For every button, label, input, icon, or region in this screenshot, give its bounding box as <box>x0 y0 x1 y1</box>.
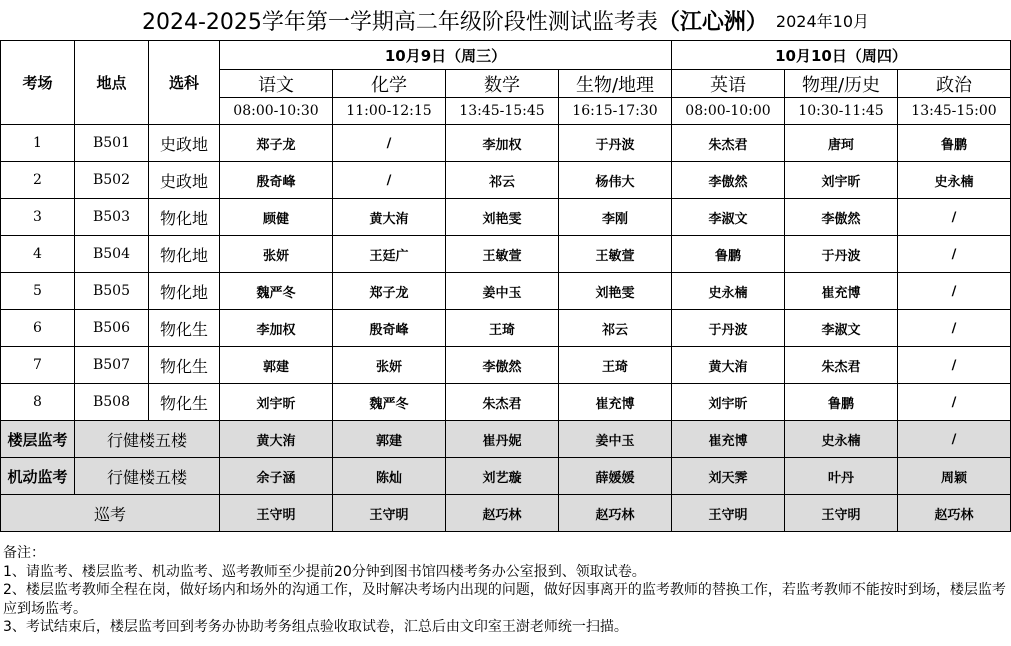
proctor-name: 殷奇峰 <box>333 310 446 347</box>
proctor-name: 魏严冬 <box>333 384 446 421</box>
header-location: 地点 <box>75 41 149 125</box>
proctor-name: 黄大洧 <box>220 421 333 458</box>
room-location: B504 <box>75 236 149 273</box>
proctor-name: 李淑文 <box>785 310 898 347</box>
subject-selection: 物化生 <box>149 347 220 384</box>
notes <box>3 544 1007 637</box>
proctor-name: 崔丹妮 <box>446 421 559 458</box>
header-day-2: 10月10日（周四） <box>672 41 1011 70</box>
proctor-name: 鲁鹏 <box>898 125 1011 162</box>
proctor-name: 刘天霁 <box>672 458 785 495</box>
table-row <box>1 199 1011 236</box>
proctor-name: 王琦 <box>446 310 559 347</box>
room-location: B507 <box>75 347 149 384</box>
proctor-name: 史永楠 <box>785 421 898 458</box>
header-subject: 语文 <box>220 70 333 98</box>
proctor-name: 崔充博 <box>785 273 898 310</box>
header-time: 08:00-10:30 <box>220 98 333 125</box>
proctor-name: 薛媛媛 <box>559 458 672 495</box>
room-location: B501 <box>75 125 149 162</box>
header-subject: 化学 <box>333 70 446 98</box>
patrol-name: 王守明 <box>333 495 446 532</box>
patrol-name: 赵巧林 <box>898 495 1011 532</box>
header-selection: 选科 <box>149 41 220 125</box>
proctor-name: 王琦 <box>559 347 672 384</box>
proctor-name: 刘宇昕 <box>785 162 898 199</box>
patrol-name: 王守明 <box>785 495 898 532</box>
proctor-name: 顾健 <box>220 199 333 236</box>
proctor-name: / <box>898 273 1011 310</box>
proctor-name: 姜中玉 <box>559 421 672 458</box>
patrol-name: 王守明 <box>672 495 785 532</box>
patrol-name: 王守明 <box>220 495 333 532</box>
table-row <box>1 273 1011 310</box>
mobile-proctor-row <box>1 458 1011 495</box>
proctor-name: 杨伟大 <box>559 162 672 199</box>
proctor-name: 祁云 <box>559 310 672 347</box>
proctor-name: 李刚 <box>559 199 672 236</box>
header-day-1: 10月9日（周三） <box>220 41 672 70</box>
subject-selection: 史政地 <box>149 162 220 199</box>
room-number: 5 <box>1 273 75 310</box>
proctor-name: / <box>898 310 1011 347</box>
room-number: 3 <box>1 199 75 236</box>
header-room: 考场 <box>1 41 75 125</box>
proctor-name: 唐珂 <box>785 125 898 162</box>
page-title <box>0 0 1011 40</box>
header-subject: 生物/地理 <box>559 70 672 98</box>
proctor-name: / <box>898 421 1011 458</box>
room-number: 1 <box>1 125 75 162</box>
proctor-name: / <box>333 162 446 199</box>
room-number: 6 <box>1 310 75 347</box>
proctor-name: 黄大洧 <box>672 347 785 384</box>
proctor-name: 鲁鹏 <box>672 236 785 273</box>
proctor-name: 朱杰君 <box>672 125 785 162</box>
mobile-label: 机动监考 <box>1 458 75 495</box>
table-row <box>1 125 1011 162</box>
table-row <box>1 384 1011 421</box>
header-time: 16:15-17:30 <box>559 98 672 125</box>
title-date: 2024年10月 <box>775 11 870 31</box>
proctor-name: 陈灿 <box>333 458 446 495</box>
patrol-label: 巡考 <box>1 495 220 532</box>
subject-selection: 物化地 <box>149 236 220 273</box>
proctor-name: 黄大洧 <box>333 199 446 236</box>
floor-label: 楼层监考 <box>1 421 75 458</box>
proctor-name: 张妍 <box>220 236 333 273</box>
note-item-1: 1、请监考、楼层监考、机动监考、巡考教师至少提前20分钟到图书馆四楼考务办公室报到、领取试卷。 <box>3 563 646 580</box>
note-item-3: 3、考试结束后，楼层监考回到考务办协助考务组点验收取试卷，汇总后由文印室王澍老师统一扫描。 <box>3 619 628 635</box>
proctor-name: 于丹波 <box>785 236 898 273</box>
room-number: 8 <box>1 384 75 421</box>
floor-location: 行健楼五楼 <box>75 421 220 458</box>
proctor-name: 李傲然 <box>446 347 559 384</box>
proctor-name: 余子涵 <box>220 458 333 495</box>
proctor-name: 郭建 <box>220 347 333 384</box>
patrol-name: 赵巧林 <box>446 495 559 532</box>
patrol-row <box>1 495 1011 532</box>
proctor-name: 李加权 <box>446 125 559 162</box>
proctor-name: 张妍 <box>333 347 446 384</box>
proctor-table <box>0 40 1011 532</box>
proctor-name: 王敏萱 <box>559 236 672 273</box>
proctor-name: 李加权 <box>220 310 333 347</box>
proctor-name: 崔充博 <box>672 421 785 458</box>
proctor-name: 史永楠 <box>898 162 1011 199</box>
proctor-name: 崔充博 <box>559 384 672 421</box>
header-time: 13:45-15:00 <box>898 98 1011 125</box>
room-location: B508 <box>75 384 149 421</box>
header-time: 11:00-12:15 <box>333 98 446 125</box>
proctor-name: 刘艳雯 <box>446 199 559 236</box>
proctor-name: / <box>898 236 1011 273</box>
subject-selection: 物化生 <box>149 310 220 347</box>
header-subject: 政治 <box>898 70 1011 98</box>
header-subject: 数学 <box>446 70 559 98</box>
proctor-name: 殷奇峰 <box>220 162 333 199</box>
note-item-2: 2、楼层监考教师全程在岗，做好场内和场外的沟通工作，及时解决考场内出现的问题，做好因事离开的监考教师的替换工作，若监考教师不能按时到场，楼层监考应到场监考。 <box>3 582 1006 617</box>
proctor-name: / <box>898 347 1011 384</box>
proctor-name: / <box>898 384 1011 421</box>
subject-selection: 史政地 <box>149 125 220 162</box>
room-location: B505 <box>75 273 149 310</box>
proctor-name: 于丹波 <box>559 125 672 162</box>
room-number: 7 <box>1 347 75 384</box>
header-time: 13:45-15:45 <box>446 98 559 125</box>
proctor-name: 刘宇昕 <box>220 384 333 421</box>
table-row <box>1 310 1011 347</box>
mobile-location: 行健楼五楼 <box>75 458 220 495</box>
proctor-name: 鲁鹏 <box>785 384 898 421</box>
table-row <box>1 162 1011 199</box>
table-row <box>1 347 1011 384</box>
header-time: 08:00-10:00 <box>672 98 785 125</box>
proctor-name: 于丹波 <box>672 310 785 347</box>
proctor-name: 郑子龙 <box>220 125 333 162</box>
room-location: B502 <box>75 162 149 199</box>
subject-selection: 物化地 <box>149 199 220 236</box>
notes-head: 备注： <box>3 545 45 561</box>
room-location: B506 <box>75 310 149 347</box>
proctor-name: 朱杰君 <box>446 384 559 421</box>
room-location: B503 <box>75 199 149 236</box>
proctor-name: / <box>898 199 1011 236</box>
proctor-name: 刘艺璇 <box>446 458 559 495</box>
title-campus: （江心洲） <box>657 9 768 35</box>
proctor-name: 李淑文 <box>672 199 785 236</box>
proctor-name: 叶丹 <box>785 458 898 495</box>
proctor-name: 刘艳雯 <box>559 273 672 310</box>
proctor-name: 王廷广 <box>333 236 446 273</box>
proctor-name: 魏严冬 <box>220 273 333 310</box>
patrol-name: 赵巧林 <box>559 495 672 532</box>
table-row <box>1 236 1011 273</box>
proctor-name: 刘宇昕 <box>672 384 785 421</box>
header-time: 10:30-11:45 <box>785 98 898 125</box>
proctor-name: 姜中玉 <box>446 273 559 310</box>
proctor-name: 李傲然 <box>785 199 898 236</box>
subject-selection: 物化地 <box>149 273 220 310</box>
header-subject: 物理/历史 <box>785 70 898 98</box>
header-subject: 英语 <box>672 70 785 98</box>
proctor-name: 史永楠 <box>672 273 785 310</box>
room-number: 4 <box>1 236 75 273</box>
proctor-name: 周颖 <box>898 458 1011 495</box>
proctor-name: 朱杰君 <box>785 347 898 384</box>
proctor-name: / <box>333 125 446 162</box>
floor-proctor-row <box>1 421 1011 458</box>
proctor-name: 王敏萱 <box>446 236 559 273</box>
proctor-name: 郑子龙 <box>333 273 446 310</box>
proctor-name: 郭建 <box>333 421 446 458</box>
title-main: 2024-2025学年第一学期高二年级阶段性测试监考表 <box>141 9 658 35</box>
proctor-name: 李傲然 <box>672 162 785 199</box>
room-number: 2 <box>1 162 75 199</box>
subject-selection: 物化生 <box>149 384 220 421</box>
proctor-name: 祁云 <box>446 162 559 199</box>
